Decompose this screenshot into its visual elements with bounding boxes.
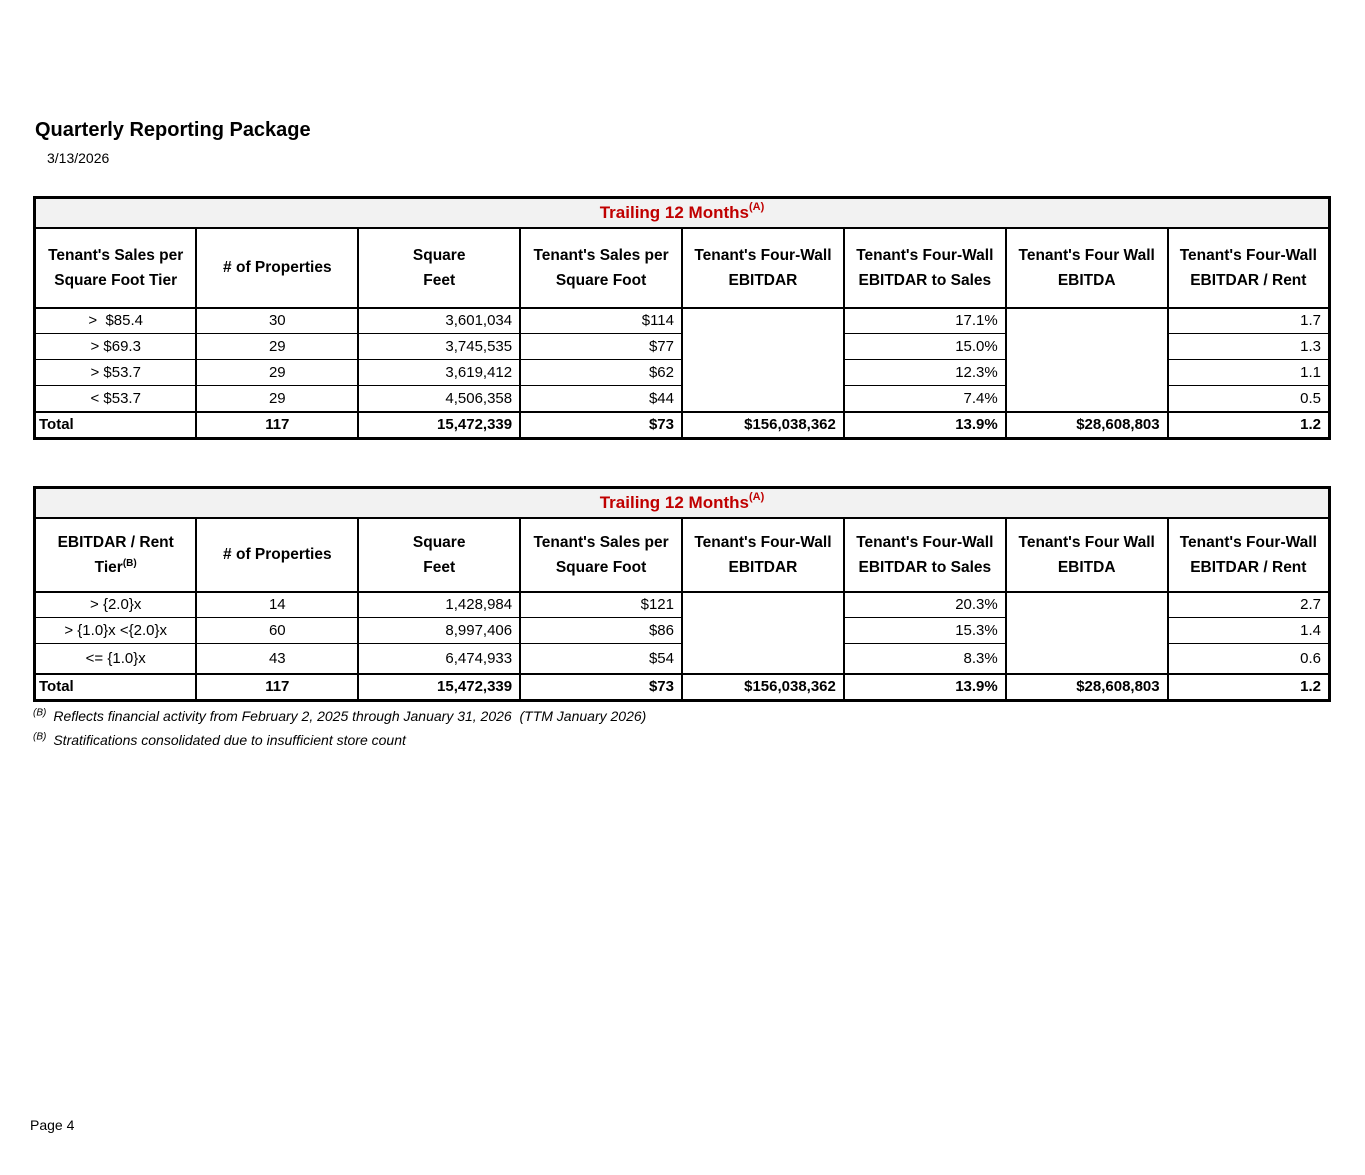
cell-total-square-feet: 15,472,339 <box>358 412 520 439</box>
cell-square-feet: 4,506,358 <box>358 386 520 412</box>
header-line: EBITDAR <box>728 271 798 289</box>
cell-ebitdar-to-sales: 15.3% <box>844 618 1006 644</box>
table-row <box>35 308 1330 334</box>
column-header-ebitdar <box>682 518 844 592</box>
header-line: EBITDA <box>1057 558 1116 576</box>
cell-total-sales-psf: $73 <box>520 412 682 439</box>
column-header-ebitda <box>1006 518 1168 592</box>
cell-square-feet: 8,997,406 <box>358 618 520 644</box>
cell-ebitdar-to-sales: 15.0% <box>844 334 1006 360</box>
column-header-properties <box>196 518 358 592</box>
cell-square-feet: 6,474,933 <box>358 644 520 674</box>
column-header-properties <box>196 228 358 308</box>
cell-sales-psf: $54 <box>520 644 682 674</box>
footnotes <box>33 707 1332 749</box>
cell-ebitda-blank <box>1006 308 1168 412</box>
table-title-text: Trailing 12 Months <box>599 202 749 222</box>
column-header-ebitdar <box>682 228 844 308</box>
cell-ebitdar-rent: 1.7 <box>1168 308 1330 334</box>
cell-sales-psf: $62 <box>520 360 682 386</box>
cell-sales-psf: $114 <box>520 308 682 334</box>
page-number: Page 4 <box>30 1117 75 1133</box>
header-line: Square Foot <box>555 558 647 576</box>
cell-total-ebitda: $28,608,803 <box>1006 674 1168 701</box>
header-line-text: Tier <box>94 558 123 576</box>
cell-total-properties: 117 <box>196 412 358 439</box>
table-title-band <box>35 198 1330 228</box>
cell-total-ebitdar: $156,038,362 <box>682 674 844 701</box>
header-line: Tenant's Four-Wall <box>694 533 832 551</box>
cell-sales-psf: $77 <box>520 334 682 360</box>
cell-ebitda-blank <box>1006 592 1168 674</box>
column-header-ebitda <box>1006 228 1168 308</box>
column-header-ebitdar-rent <box>1168 228 1330 308</box>
column-header-row <box>35 228 1330 308</box>
report-date: 3/13/2026 <box>47 150 110 166</box>
header-line: Tenant's Four-Wall <box>856 533 994 551</box>
cell-total-label: Total <box>35 412 197 439</box>
total-row <box>35 412 1330 439</box>
cell-total-ebitdar-to-sales: 13.9% <box>844 412 1006 439</box>
table-title-band <box>35 488 1330 518</box>
header-superscript: (B) <box>122 557 137 569</box>
table-title <box>35 488 1330 518</box>
total-row <box>35 674 1330 701</box>
cell-properties: 43 <box>196 644 358 674</box>
cell-square-feet: 3,601,034 <box>358 308 520 334</box>
cell-properties: 30 <box>196 308 358 334</box>
header-line: Tenant's Four-Wall <box>1179 533 1317 551</box>
cell-tier: > $53.7 <box>35 360 197 386</box>
header-line: EBITDAR to Sales <box>858 558 992 576</box>
cell-properties: 29 <box>196 360 358 386</box>
column-header-tier <box>35 228 197 308</box>
header-line: EBITDAR <box>728 558 798 576</box>
cell-square-feet: 3,745,535 <box>358 334 520 360</box>
header-line: Tenant's Four-Wall <box>856 246 994 264</box>
page-title: Quarterly Reporting Package <box>35 119 311 141</box>
table-row <box>35 592 1330 618</box>
header-line: Tenant's Four-Wall <box>1179 246 1317 264</box>
cell-ebitdar-blank <box>682 592 844 674</box>
cell-sales-psf: $86 <box>520 618 682 644</box>
spacer <box>33 440 1332 486</box>
cell-tier: > $85.4 <box>35 308 197 334</box>
table-title-superscript: (A) <box>748 491 765 504</box>
table-title <box>35 198 1330 228</box>
header-line: EBITDAR / Rent <box>1190 558 1307 576</box>
cell-ebitdar-rent: 1.1 <box>1168 360 1330 386</box>
column-header-ebitdar-rent <box>1168 518 1330 592</box>
spacer <box>33 166 1332 196</box>
header-line: Tenant's Sales per <box>533 533 669 551</box>
cell-ebitdar-rent: 0.6 <box>1168 644 1330 674</box>
sales-per-square-foot-tier-table <box>33 196 1331 440</box>
cell-tier: > {1.0}x <{2.0}x <box>35 618 197 644</box>
ebitdar-rent-tier-table <box>33 486 1331 702</box>
cell-tier: > $69.3 <box>35 334 197 360</box>
cell-properties: 29 <box>196 334 358 360</box>
footnote <box>33 707 1332 725</box>
cell-properties: 60 <box>196 618 358 644</box>
cell-total-ebitdar: $156,038,362 <box>682 412 844 439</box>
cell-tier: <= {1.0}x <box>35 644 197 674</box>
cell-total-ebitdar-rent: 1.2 <box>1168 412 1330 439</box>
cell-ebitdar-rent: 1.4 <box>1168 618 1330 644</box>
footnote-text: Reflects financial activity from February 2, 2025 through January 31, 2026 (TTM January 2026) <box>53 708 647 724</box>
cell-sales-psf: $44 <box>520 386 682 412</box>
cell-properties: 29 <box>196 386 358 412</box>
header-line: EBITDAR / Rent <box>57 533 174 551</box>
column-header-tier <box>35 518 197 592</box>
header-line: Tenant's Four-Wall <box>694 246 832 264</box>
footnote-superscript: (B) <box>33 731 47 743</box>
column-header-sales-psf <box>520 518 682 592</box>
header-line: Feet <box>423 271 456 289</box>
header-line: Tenant's Four Wall <box>1018 246 1155 264</box>
header-line: EBITDA <box>1057 271 1116 289</box>
header-line <box>38 555 193 580</box>
cell-ebitdar-to-sales: 20.3% <box>844 592 1006 618</box>
header-line: Square Foot Tier <box>54 271 178 289</box>
column-header-square-feet <box>358 228 520 308</box>
header-line: Feet <box>423 558 456 576</box>
header-line: EBITDAR / Rent <box>1190 271 1307 289</box>
footnote-text: Stratifications consolidated due to insufficient store count <box>53 732 406 748</box>
cell-ebitdar-rent: 2.7 <box>1168 592 1330 618</box>
cell-tier: > {2.0}x <box>35 592 197 618</box>
table-title-text: Trailing 12 Months <box>599 492 749 512</box>
cell-total-ebitdar-to-sales: 13.9% <box>844 674 1006 701</box>
footnote <box>33 731 1332 749</box>
header-line: Square Foot <box>555 271 647 289</box>
header-line: Tenant's Four Wall <box>1018 533 1155 551</box>
cell-sales-psf: $121 <box>520 592 682 618</box>
header-line: Tenant's Sales per <box>533 246 669 264</box>
header-line: Square <box>412 533 466 551</box>
header-line: EBITDAR to Sales <box>858 271 992 289</box>
column-header-ebitdar-to-sales <box>844 518 1006 592</box>
cell-tier: < $53.7 <box>35 386 197 412</box>
cell-total-ebitdar-rent: 1.2 <box>1168 674 1330 701</box>
cell-ebitdar-to-sales: 12.3% <box>844 360 1006 386</box>
column-header-sales-psf <box>520 228 682 308</box>
cell-square-feet: 1,428,984 <box>358 592 520 618</box>
column-header-square-feet <box>358 518 520 592</box>
cell-total-properties: 117 <box>196 674 358 701</box>
header-line: Square <box>412 246 466 264</box>
footnote-superscript: (B) <box>33 707 47 719</box>
table-title-superscript: (A) <box>748 201 765 214</box>
cell-ebitdar-to-sales: 17.1% <box>844 308 1006 334</box>
cell-ebitdar-to-sales: 8.3% <box>844 644 1006 674</box>
header-line: # of Properties <box>223 259 332 276</box>
cell-total-sales-psf: $73 <box>520 674 682 701</box>
header-line: # of Properties <box>223 546 332 563</box>
column-header-ebitdar-to-sales <box>844 228 1006 308</box>
cell-ebitdar-rent: 0.5 <box>1168 386 1330 412</box>
cell-total-square-feet: 15,472,339 <box>358 674 520 701</box>
header-line: Tenant's Sales per <box>48 246 184 264</box>
column-header-row <box>35 518 1330 592</box>
cell-total-ebitda: $28,608,803 <box>1006 412 1168 439</box>
report-page <box>0 120 1365 749</box>
cell-total-label: Total <box>35 674 197 701</box>
cell-ebitdar-rent: 1.3 <box>1168 334 1330 360</box>
cell-square-feet: 3,619,412 <box>358 360 520 386</box>
cell-properties: 14 <box>196 592 358 618</box>
cell-ebitdar-blank <box>682 308 844 412</box>
cell-ebitdar-to-sales: 7.4% <box>844 386 1006 412</box>
